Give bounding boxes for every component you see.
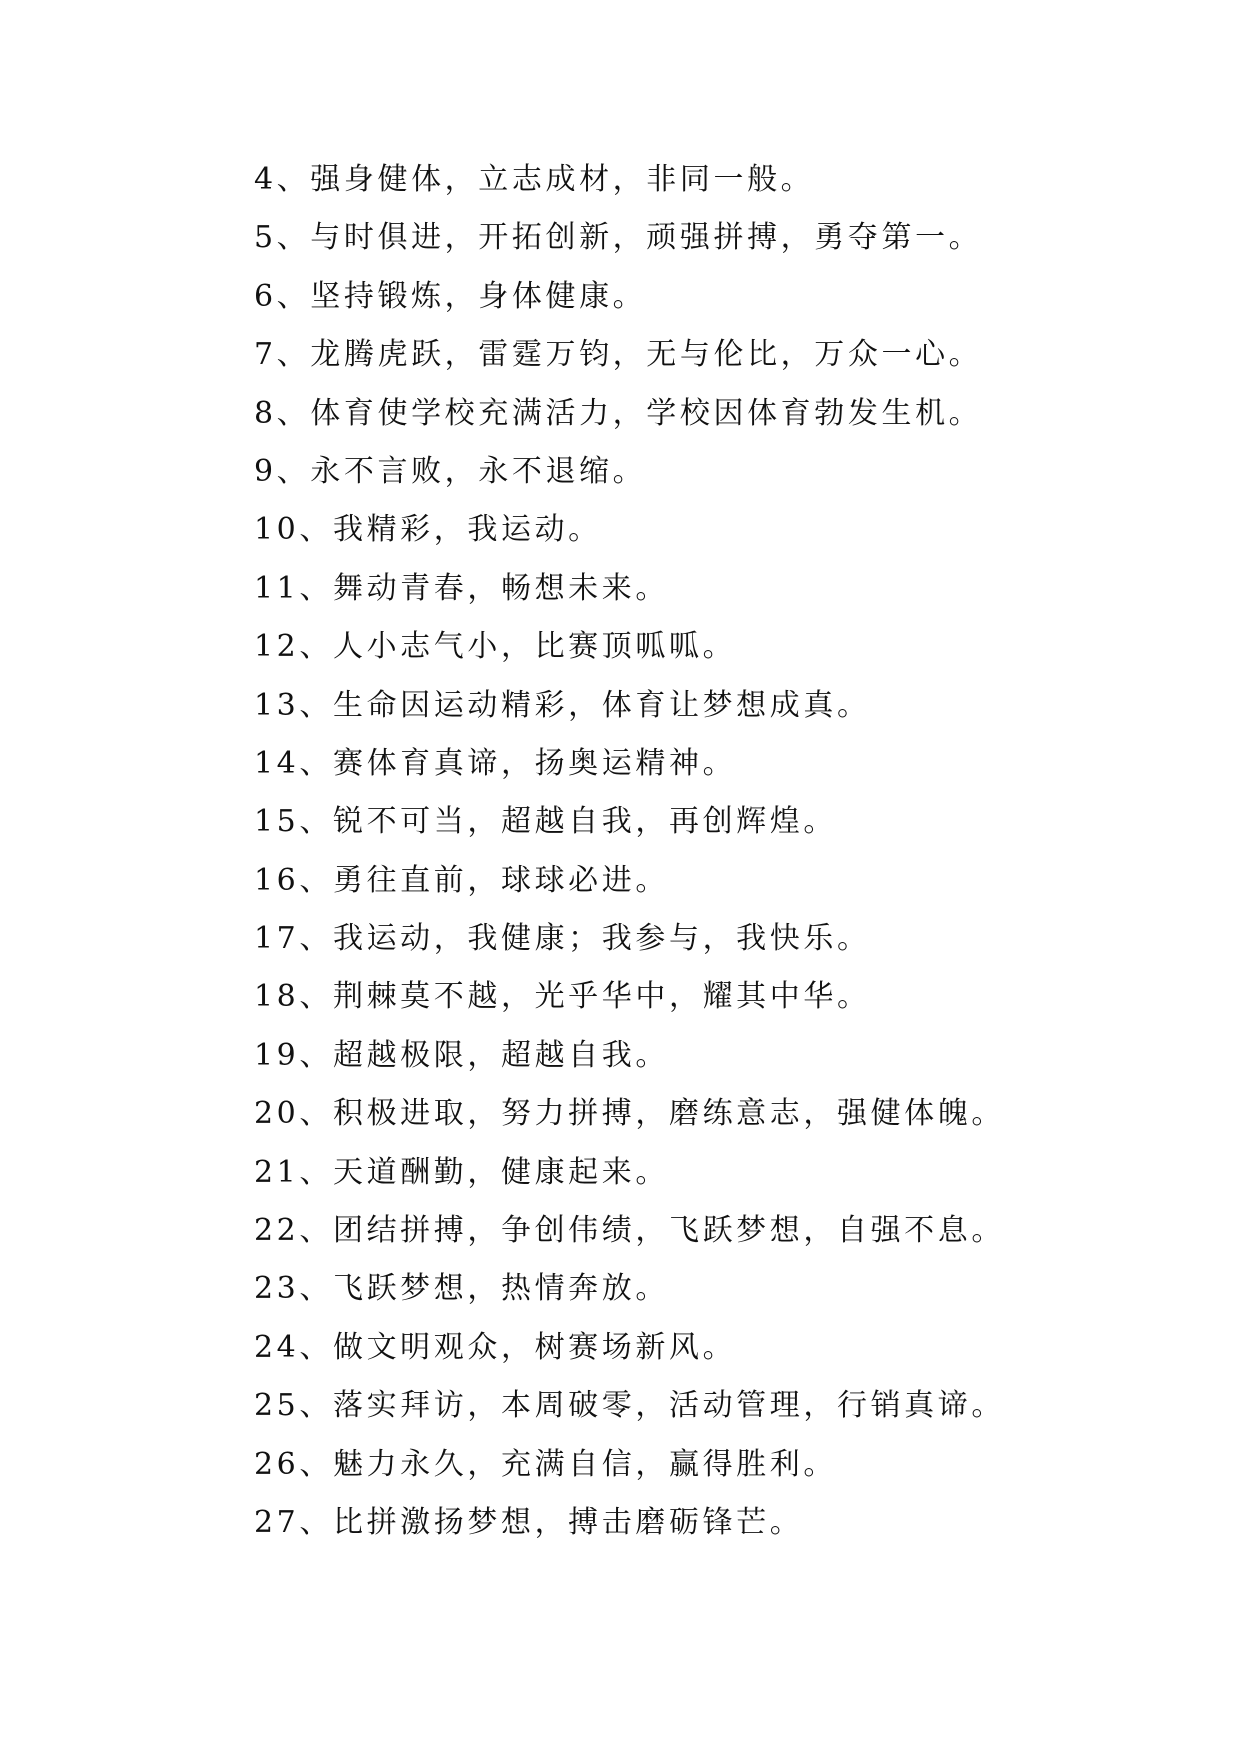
slogan-line: 15、锐不可当，超越自我，再创辉煌。 <box>254 804 837 840</box>
slogan-line: 25、落实拜访，本周破零，活动管理，行销真谛。 <box>254 1388 1005 1424</box>
slogan-line: 26、魅力永久，充满自信，赢得胜利。 <box>254 1446 837 1482</box>
slogan-line: 11、舞动青春，畅想未来。 <box>254 570 669 606</box>
slogan-line: 20、积极进取，努力拼搏，磨练意志，强健体魄。 <box>254 1096 1005 1132</box>
slogan-line: 8、体育使学校充满活力，学校因体育勃发生机。 <box>254 395 983 431</box>
slogan-line: 14、赛体育真谛，扬奥运精神。 <box>254 745 737 781</box>
slogan-line: 23、飞跃梦想，热情奔放。 <box>254 1271 669 1307</box>
slogan-line: 9、永不言败，永不退缩。 <box>254 453 647 489</box>
slogan-list <box>254 161 1204 1562</box>
slogan-line: 27、比拼激扬梦想，搏击磨砺锋芒。 <box>254 1504 804 1540</box>
slogan-line: 10、我精彩，我运动。 <box>254 512 602 548</box>
slogan-line: 24、做文明观众，树赛场新风。 <box>254 1329 737 1365</box>
slogan-line: 4、强身健体，立志成材，非同一般。 <box>254 162 815 197</box>
slogan-line: 6、坚持锻炼，身体健康。 <box>254 278 647 314</box>
slogan-line: 7、龙腾虎跃，雷霆万钧，无与伦比，万众一心。 <box>254 337 983 373</box>
slogan-line: 13、生命因运动精彩，体育让梦想成真。 <box>254 687 871 723</box>
slogan-line: 18、荆棘莫不越，光乎华中，耀其中华。 <box>254 979 871 1015</box>
slogan-line: 17、我运动，我健康；我参与，我快乐。 <box>254 921 871 957</box>
slogan-line: 5、与时俱进，开拓创新，顽强拼搏，勇夺第一。 <box>254 220 983 256</box>
slogan-line: 22、团结拼搏，争创伟绩，飞跃梦想，自强不息。 <box>254 1213 1005 1249</box>
slogan-line: 16、勇往直前，球球必进。 <box>254 862 669 898</box>
slogan-line: 19、超越极限，超越自我。 <box>254 1037 669 1073</box>
slogan-line: 21、天道酬勤，健康起来。 <box>254 1154 669 1190</box>
slogan-line: 12、人小志气小，比赛顶呱呱。 <box>254 629 737 665</box>
